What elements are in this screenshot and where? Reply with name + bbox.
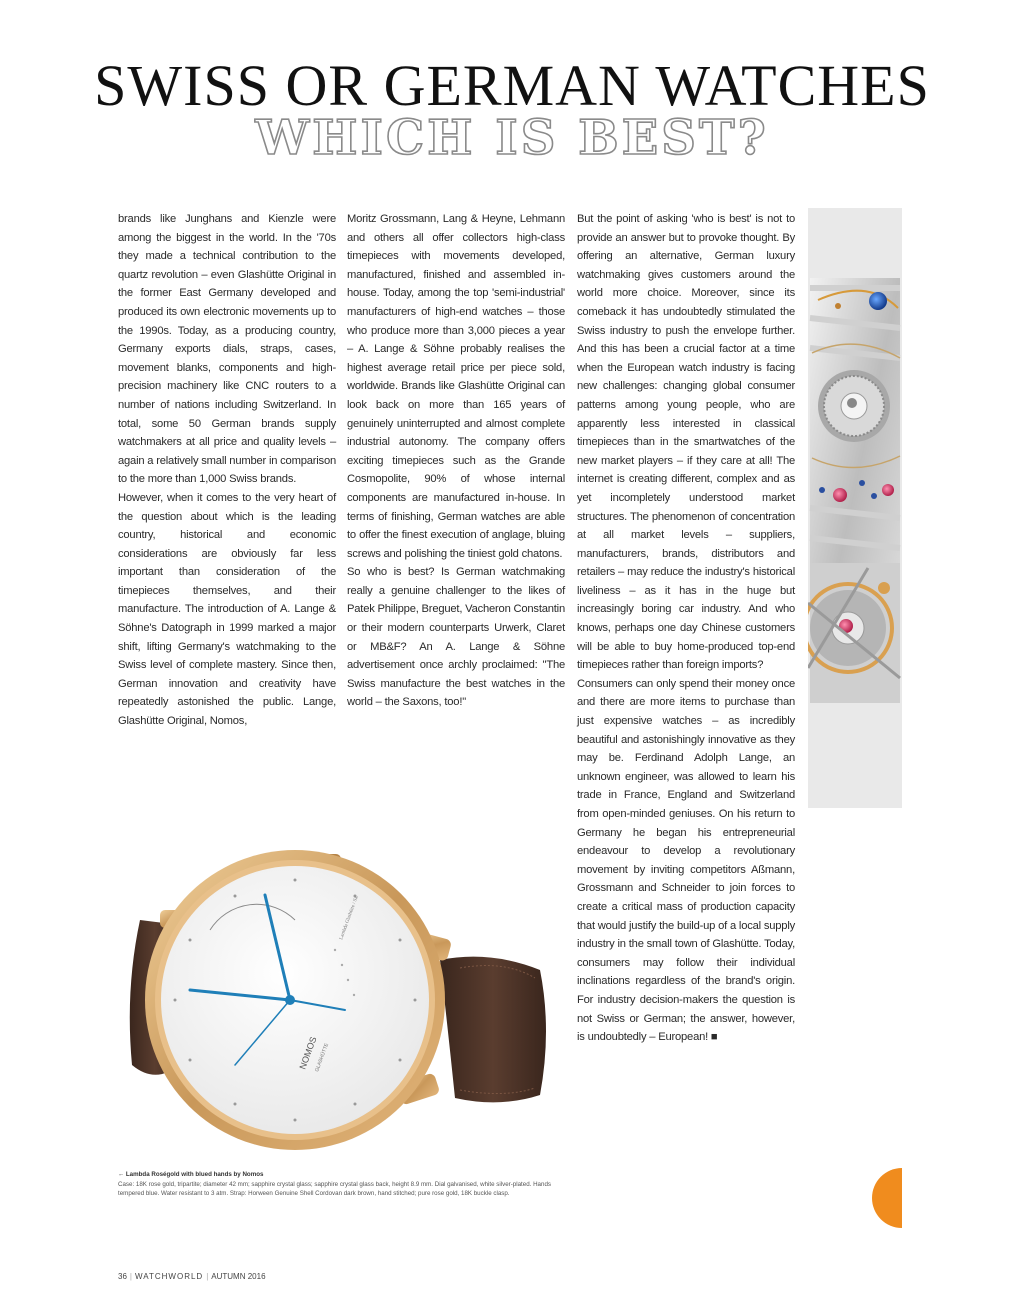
- text-column-2: [347, 210, 565, 820]
- paragraph: However, when it comes to the very heart of the question about which is the leading country, historical and economic considerations are obviously far less important than consideration of the timepieces themselves, and their manufacture. The introduction of A. Lange & Söhne's Datograph in 1999 marked a major shift, lifting Germany's watchmaking to the Swiss level of complete mastery. Since then, German innovation and creativity have repeatedly astonished the public. Lange, Glashütte Original, Nomos,: [118, 491, 336, 728]
- watch-photo: [110, 840, 560, 1170]
- paragraph: So who is best? Is German watchmaking really a genuine challenger to the likes of Patek Philippe, Breguet, Vacheron Constantin or their modern counterparts Urwerk, Claret or MB&F? An A. Lange & Söhne advertisement once archly proclaimed: "The Swiss manufacture the best watches in the world – the Saxons, too!": [347, 566, 565, 709]
- section-tab-marker: [868, 1168, 902, 1228]
- text-column-1: [118, 210, 336, 820]
- paragraph: Consumers can only spend their money once and there are more items to purchase than just expensive watches – as incredibly beautiful and astonishingly innovative as they may be. Ferdinand Adolph Lange, an unknown engineer, was allowed to learn his trade in France, England and Switzerland from open-minded geniuses. On his return to Germany he began his entrepreneurial endeavour to develop a revolutionary movement by inviting competitors Aßmann, Grossmann and Schneider to join forces to create a critical mass of production capacity that would justify the build-up of a local supply industry in the small town of Glashütte. Today, consumers may follow their individual inclinations regardless of the brand's origin. For industry decision-makers the question is not Swiss or German; the answer, however, is undoubtedly – European! ■: [577, 677, 795, 1044]
- issue-date: AUTUMN 2016: [211, 1272, 266, 1281]
- paragraph: But the point of asking 'who is best' is not to provide an answer but to provoke thought. By offering an alternative, German luxury watchmaking gives customers around the world more choice. Moreover, since its comeback it has undoubtedly stimulated the Swiss industry to push the envelope further. And this has been a crucial factor at a time when the European watch industry is facing new challenges: changing global consumer patterns among young people, who are apparently less interested in classical timepieces than in the smartwatches of the new market players – if they care at all! The internet is creating different, complex and as yet incompletely understood market structures. The phenomenon of concentration at all market levels – suppliers, manufacturers, brands, distributors and retailers – may reduce the industry's historical liveliness – as it has in the huge but increasingly boring car industry. And who knows, perhaps one day Chinese customers will be able to buy home-produced top-end timepieces rather than foreign imports?: [577, 213, 795, 672]
- magazine-name: WATCHWORLD: [134, 1272, 204, 1281]
- paragraph: brands like Junghans and Kienzle were among the biggest in the world. In the '70s they made a technical contribution to the quartz revolution – even Glashütte Original in the former East Germany developed and produced its own electronic movements up to the 1990s. Today, as a producing country, Germany exports dials, straps, cases, movement blanks, components and high-precision machinery like CNC routers to a number of nations including Switzerland. In total, some 50 German brands supply watchmakers at all price and quality levels – again a relatively small number in comparison to the more than 1,000 Swiss brands.: [118, 213, 336, 486]
- movement-illustration: [808, 208, 902, 808]
- photo-caption: [118, 1170, 558, 1199]
- dial-model: Lambda Glashütte / Sa.: [339, 894, 360, 941]
- article-title: SWISS OR GERMAN WATCHES: [94, 53, 930, 118]
- caption-title: ← Lambda Roségold with blued hands by Nomos: [118, 1171, 264, 1178]
- movement-photo-strip: [808, 208, 902, 808]
- paragraph: Moritz Grossmann, Lang & Heyne, Lehmann and others all offer collectors high-class timepieces with movements developed, manufactured, finished and assembled in-house. Today, among the top 'semi-industrial' manufacturers of high-end watches – those who produce more than 3,000 pieces a year – A. Lange & Söhne probably realises the highest average retail price per piece sold, worldwide. Brands like Glashütte Original can look back on more than 165 years of genuinely uninterrupted and almost complete industrial autonomy. The company offers exciting timepieces such as the Grande Cosmopolite, 90% of whose internal components are manufactured in-house. In terms of finishing, German watches are able to offer the finest execution of anglage, bluing screws and polishing the tiniest gold chatons.: [347, 213, 565, 560]
- page-number: 36: [118, 1272, 127, 1281]
- dial-city: GLASHÜTTE: [314, 1042, 331, 1073]
- page-folio: 36 | WATCHWORLD | AUTUMN 2016: [118, 1272, 266, 1281]
- watch-illustration: [110, 840, 560, 1170]
- article-subtitle: WHICH IS BEST?: [255, 110, 769, 166]
- caption-body: Case: 18K rose gold, tripartite; diameter 42 mm; sapphire crystal glass; sapphire crystal glass back, height 8.9 mm. Dial galvanised, white silver-plated. Hands tempered blue. Water resistant to 3 atm. Strap: Horween Genuine Shell Cordovan dark brown, hand stitched; pure rose gold, 18K buckle clasp.: [118, 1180, 551, 1197]
- text-column-3: [577, 210, 795, 1240]
- dial-brand: NOMOS: [297, 1035, 319, 1071]
